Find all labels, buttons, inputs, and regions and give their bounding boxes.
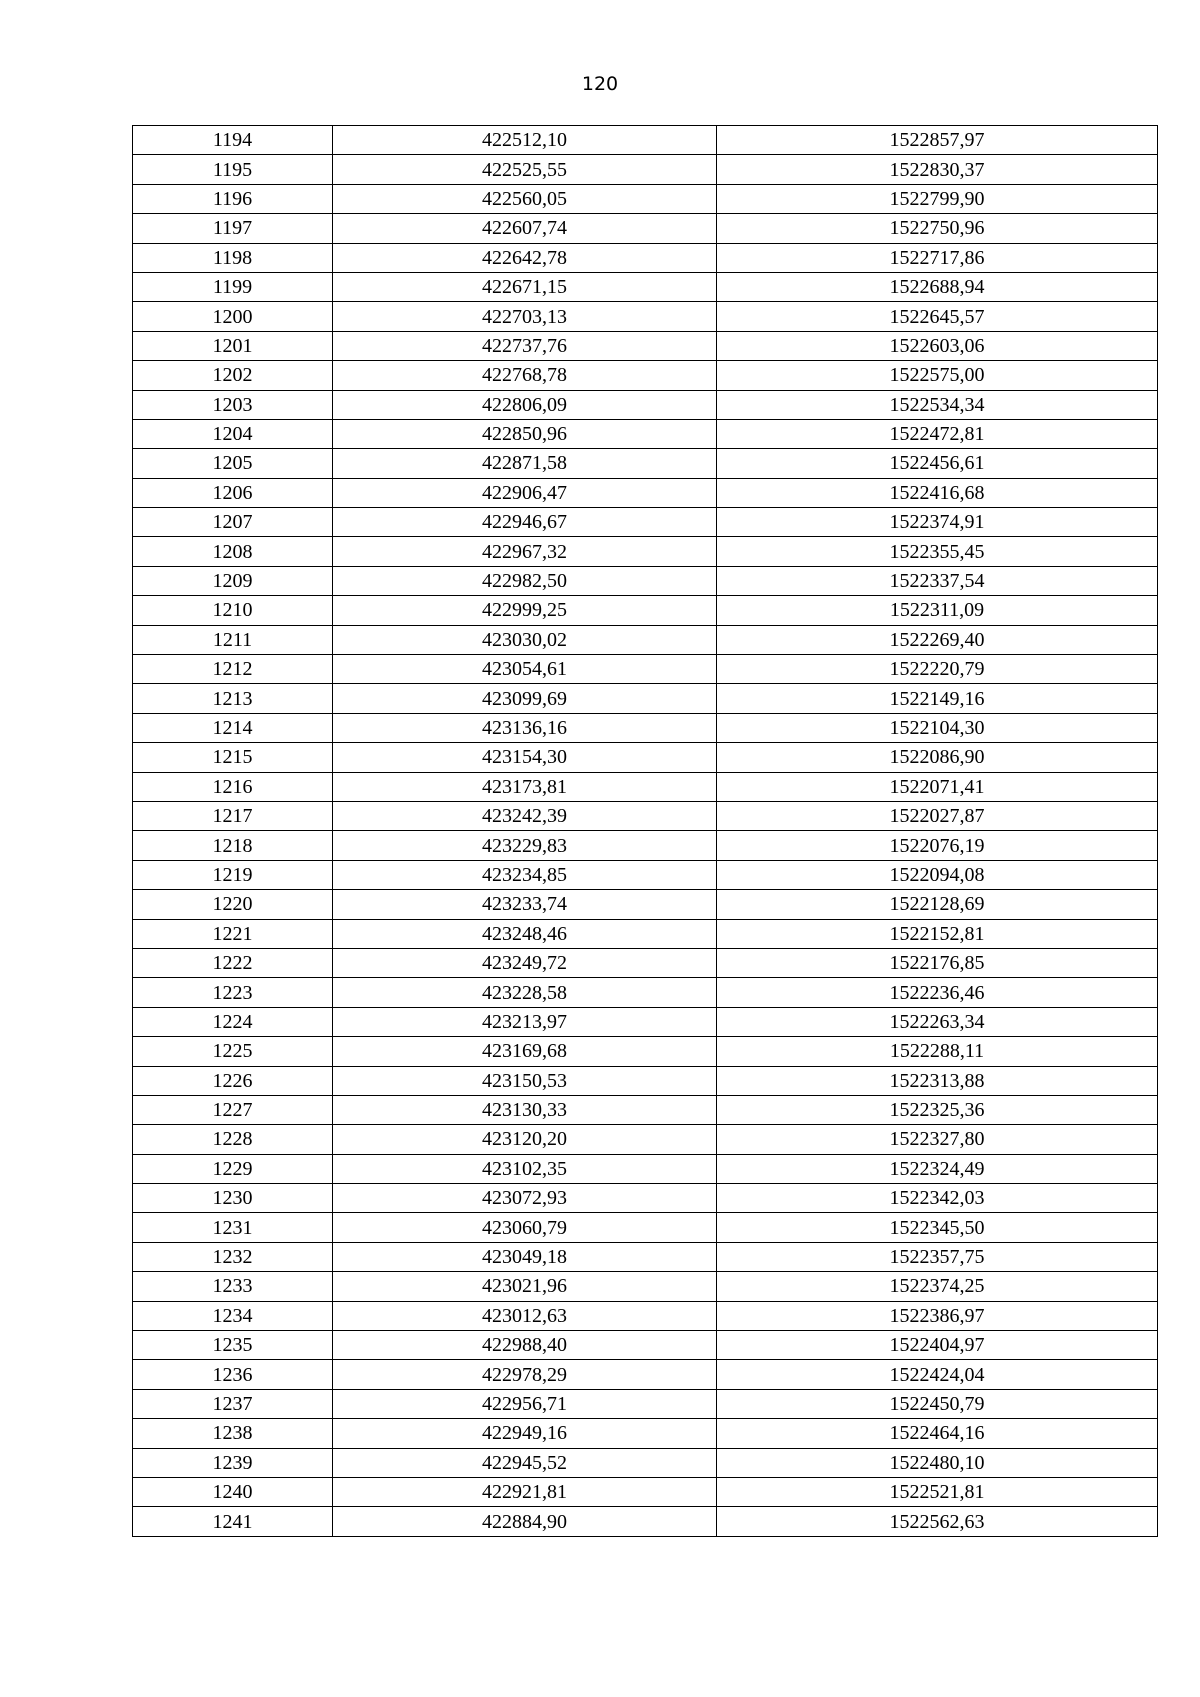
y-coordinate-cell: 1522717,86 [717,243,1158,272]
table-row [133,948,1158,977]
point-number-cell: 1225 [133,1037,333,1066]
y-coordinate-cell: 1522386,97 [717,1301,1158,1330]
y-coordinate-cell: 1522236,46 [717,978,1158,1007]
table-row [133,184,1158,213]
point-number-cell: 1196 [133,184,333,213]
point-number-cell: 1206 [133,478,333,507]
table-row [133,978,1158,1007]
x-coordinate-cell: 422988,40 [333,1331,717,1360]
point-number-cell: 1219 [133,860,333,889]
y-coordinate-cell: 1522480,10 [717,1448,1158,1477]
y-coordinate-cell: 1522152,81 [717,919,1158,948]
point-number-cell: 1202 [133,361,333,390]
table-row [133,772,1158,801]
table-row [133,1507,1158,1536]
point-number-cell: 1197 [133,214,333,243]
x-coordinate-cell: 422906,47 [333,478,717,507]
x-coordinate-cell: 422949,16 [333,1419,717,1448]
point-number-cell: 1210 [133,596,333,625]
x-coordinate-cell: 423120,20 [333,1125,717,1154]
y-coordinate-cell: 1522857,97 [717,126,1158,155]
y-coordinate-cell: 1522149,16 [717,684,1158,713]
y-coordinate-cell: 1522404,97 [717,1331,1158,1360]
point-number-cell: 1207 [133,508,333,537]
y-coordinate-cell: 1522521,81 [717,1477,1158,1506]
point-number-cell: 1236 [133,1360,333,1389]
table-row [133,684,1158,713]
table-row [133,1066,1158,1095]
y-coordinate-cell: 1522799,90 [717,184,1158,213]
table-row [133,302,1158,331]
y-coordinate-cell: 1522071,41 [717,772,1158,801]
y-coordinate-cell: 1522645,57 [717,302,1158,331]
x-coordinate-cell: 422967,32 [333,537,717,566]
point-number-cell: 1194 [133,126,333,155]
table-row [133,860,1158,889]
x-coordinate-cell: 423136,16 [333,713,717,742]
y-coordinate-cell: 1522357,75 [717,1242,1158,1271]
y-coordinate-cell: 1522374,25 [717,1272,1158,1301]
y-coordinate-cell: 1522688,94 [717,272,1158,301]
table-row [133,1272,1158,1301]
y-coordinate-cell: 1522830,37 [717,155,1158,184]
x-coordinate-cell: 423248,46 [333,919,717,948]
y-coordinate-cell: 1522534,34 [717,390,1158,419]
table-row [133,1037,1158,1066]
table-row [133,537,1158,566]
y-coordinate-cell: 1522027,87 [717,801,1158,830]
point-number-cell: 1240 [133,1477,333,1506]
y-coordinate-cell: 1522327,80 [717,1125,1158,1154]
x-coordinate-cell: 422871,58 [333,449,717,478]
table-row [133,919,1158,948]
y-coordinate-cell: 1522176,85 [717,948,1158,977]
point-number-cell: 1215 [133,743,333,772]
y-coordinate-cell: 1522603,06 [717,331,1158,360]
x-coordinate-cell: 422978,29 [333,1360,717,1389]
point-number-cell: 1217 [133,801,333,830]
point-number-cell: 1235 [133,1331,333,1360]
y-coordinate-cell: 1522263,34 [717,1007,1158,1036]
x-coordinate-cell: 422956,71 [333,1389,717,1418]
table-row [133,1213,1158,1242]
table-row [133,1095,1158,1124]
x-coordinate-cell: 423049,18 [333,1242,717,1271]
table-row [133,625,1158,654]
x-coordinate-cell: 422921,81 [333,1477,717,1506]
x-coordinate-cell: 423213,97 [333,1007,717,1036]
y-coordinate-cell: 1522311,09 [717,596,1158,625]
x-coordinate-cell: 423021,96 [333,1272,717,1301]
x-coordinate-cell: 422999,25 [333,596,717,625]
x-coordinate-cell: 423169,68 [333,1037,717,1066]
table-row [133,655,1158,684]
x-coordinate-cell: 422560,05 [333,184,717,213]
y-coordinate-cell: 1522086,90 [717,743,1158,772]
x-coordinate-cell: 422525,55 [333,155,717,184]
x-coordinate-cell: 423102,35 [333,1154,717,1183]
table-row [133,1007,1158,1036]
table-row [133,1125,1158,1154]
y-coordinate-cell: 1522220,79 [717,655,1158,684]
x-coordinate-cell: 423242,39 [333,801,717,830]
y-coordinate-cell: 1522472,81 [717,419,1158,448]
table-row [133,419,1158,448]
table-row [133,801,1158,830]
table-row [133,214,1158,243]
x-coordinate-cell: 423099,69 [333,684,717,713]
table-row [133,1389,1158,1418]
x-coordinate-cell: 423233,74 [333,890,717,919]
point-number-cell: 1199 [133,272,333,301]
x-coordinate-cell: 423054,61 [333,655,717,684]
x-coordinate-cell: 423060,79 [333,1213,717,1242]
point-number-cell: 1212 [133,655,333,684]
y-coordinate-cell: 1522374,91 [717,508,1158,537]
y-coordinate-cell: 1522450,79 [717,1389,1158,1418]
table-row [133,890,1158,919]
x-coordinate-cell: 423228,58 [333,978,717,1007]
y-coordinate-cell: 1522456,61 [717,449,1158,478]
point-number-cell: 1238 [133,1419,333,1448]
x-coordinate-cell: 422884,90 [333,1507,717,1536]
point-number-cell: 1211 [133,625,333,654]
table-row [133,1477,1158,1506]
table-row [133,831,1158,860]
table-row [133,566,1158,595]
x-coordinate-cell: 422703,13 [333,302,717,331]
table-row [133,155,1158,184]
page-number: 120 [581,73,619,95]
y-coordinate-cell: 1522345,50 [717,1213,1158,1242]
table-row [133,1242,1158,1271]
point-number-cell: 1209 [133,566,333,595]
point-number-cell: 1216 [133,772,333,801]
table-row [133,1419,1158,1448]
point-number-cell: 1227 [133,1095,333,1124]
x-coordinate-cell: 422607,74 [333,214,717,243]
point-number-cell: 1241 [133,1507,333,1536]
y-coordinate-cell: 1522464,16 [717,1419,1158,1448]
table-row [133,478,1158,507]
point-number-cell: 1195 [133,155,333,184]
y-coordinate-cell: 1522355,45 [717,537,1158,566]
point-number-cell: 1223 [133,978,333,1007]
coordinates-table-body [133,126,1158,1537]
x-coordinate-cell: 422850,96 [333,419,717,448]
point-number-cell: 1226 [133,1066,333,1095]
x-coordinate-cell: 422806,09 [333,390,717,419]
point-number-cell: 1239 [133,1448,333,1477]
point-number-cell: 1230 [133,1184,333,1213]
x-coordinate-cell: 422671,15 [333,272,717,301]
point-number-cell: 1220 [133,890,333,919]
x-coordinate-cell: 423229,83 [333,831,717,860]
table-row [133,743,1158,772]
y-coordinate-cell: 1522324,49 [717,1154,1158,1183]
point-number-cell: 1198 [133,243,333,272]
table-row [133,331,1158,360]
x-coordinate-cell: 422737,76 [333,331,717,360]
point-number-cell: 1208 [133,537,333,566]
y-coordinate-cell: 1522128,69 [717,890,1158,919]
y-coordinate-cell: 1522094,08 [717,860,1158,889]
point-number-cell: 1232 [133,1242,333,1271]
x-coordinate-cell: 422945,52 [333,1448,717,1477]
table-row [133,1154,1158,1183]
table-row [133,449,1158,478]
point-number-cell: 1233 [133,1272,333,1301]
x-coordinate-cell: 423072,93 [333,1184,717,1213]
x-coordinate-cell: 422946,67 [333,508,717,537]
x-coordinate-cell: 423173,81 [333,772,717,801]
table-row [133,390,1158,419]
point-number-cell: 1221 [133,919,333,948]
point-number-cell: 1229 [133,1154,333,1183]
point-number-cell: 1237 [133,1389,333,1418]
point-number-cell: 1203 [133,390,333,419]
table-row [133,1331,1158,1360]
table-row [133,272,1158,301]
y-coordinate-cell: 1522076,19 [717,831,1158,860]
y-coordinate-cell: 1522575,00 [717,361,1158,390]
point-number-cell: 1222 [133,948,333,977]
x-coordinate-cell: 423154,30 [333,743,717,772]
table-row [133,1184,1158,1213]
point-number-cell: 1213 [133,684,333,713]
coordinates-table [132,125,1158,1537]
y-coordinate-cell: 1522313,88 [717,1066,1158,1095]
point-number-cell: 1205 [133,449,333,478]
y-coordinate-cell: 1522288,11 [717,1037,1158,1066]
point-number-cell: 1204 [133,419,333,448]
x-coordinate-cell: 422768,78 [333,361,717,390]
table-row [133,508,1158,537]
point-number-cell: 1201 [133,331,333,360]
table-row [133,243,1158,272]
point-number-cell: 1200 [133,302,333,331]
y-coordinate-cell: 1522750,96 [717,214,1158,243]
point-number-cell: 1214 [133,713,333,742]
point-number-cell: 1218 [133,831,333,860]
x-coordinate-cell: 423130,33 [333,1095,717,1124]
x-coordinate-cell: 423150,53 [333,1066,717,1095]
y-coordinate-cell: 1522562,63 [717,1507,1158,1536]
point-number-cell: 1234 [133,1301,333,1330]
table-row [133,1448,1158,1477]
table-row [133,1301,1158,1330]
table-row [133,126,1158,155]
x-coordinate-cell: 423234,85 [333,860,717,889]
table-row [133,596,1158,625]
point-number-cell: 1224 [133,1007,333,1036]
table-row [133,713,1158,742]
y-coordinate-cell: 1522416,68 [717,478,1158,507]
x-coordinate-cell: 423012,63 [333,1301,717,1330]
table-row [133,361,1158,390]
x-coordinate-cell: 422512,10 [333,126,717,155]
y-coordinate-cell: 1522269,40 [717,625,1158,654]
point-number-cell: 1228 [133,1125,333,1154]
x-coordinate-cell: 423030,02 [333,625,717,654]
y-coordinate-cell: 1522325,36 [717,1095,1158,1124]
table-row [133,1360,1158,1389]
point-number-cell: 1231 [133,1213,333,1242]
y-coordinate-cell: 1522424,04 [717,1360,1158,1389]
x-coordinate-cell: 422642,78 [333,243,717,272]
x-coordinate-cell: 422982,50 [333,566,717,595]
y-coordinate-cell: 1522104,30 [717,713,1158,742]
y-coordinate-cell: 1522342,03 [717,1184,1158,1213]
y-coordinate-cell: 1522337,54 [717,566,1158,595]
x-coordinate-cell: 423249,72 [333,948,717,977]
